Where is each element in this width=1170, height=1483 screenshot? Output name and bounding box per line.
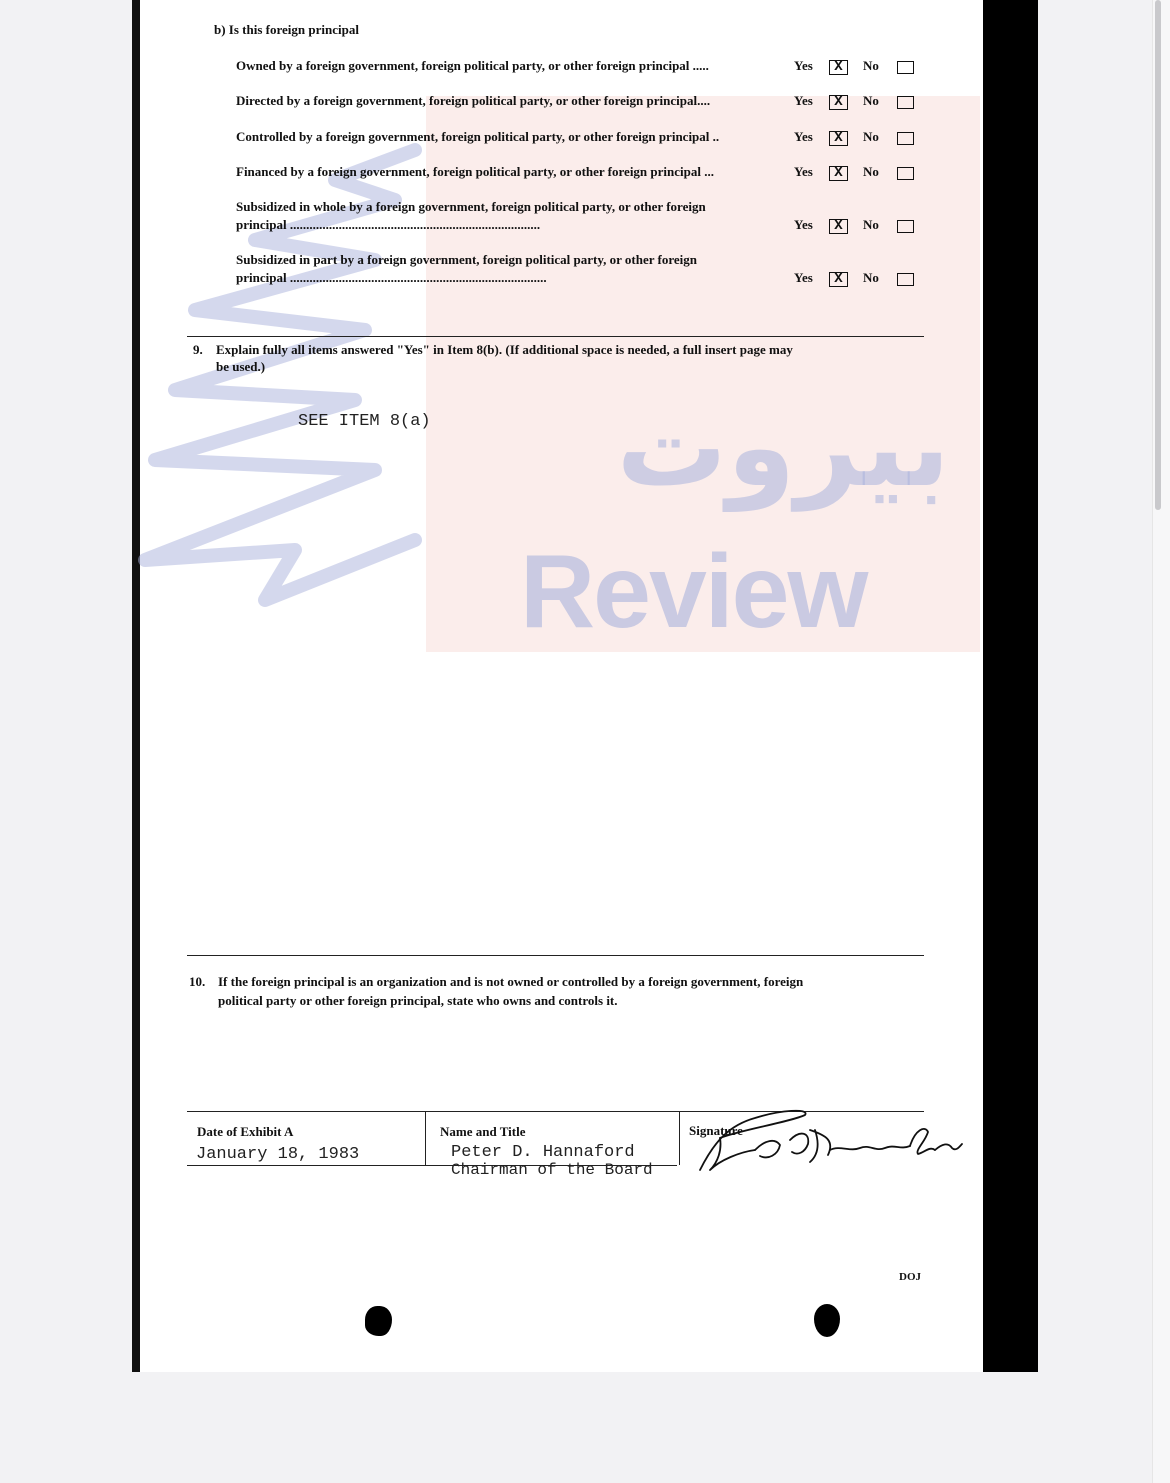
divider-9: [187, 336, 924, 337]
item-directed-yes: Yes: [794, 93, 813, 108]
watermark-latin: Review: [520, 534, 867, 650]
item-financed-yes: Yes: [794, 164, 813, 179]
item9-question-2: be used.): [216, 359, 266, 374]
item-directed-no: No: [863, 93, 879, 108]
item9-answer: SEE ITEM 8(a): [298, 412, 431, 431]
signature-label: Signature: [689, 1123, 743, 1138]
item9-number: 9.: [193, 342, 203, 357]
controlled-no-checkbox[interactable]: [897, 132, 914, 145]
item-financed-no: No: [863, 164, 879, 179]
subsidized-part-yes-checkbox[interactable]: X: [829, 272, 848, 287]
financed-no-checkbox[interactable]: [897, 167, 914, 180]
directed-yes-checkbox[interactable]: X: [829, 95, 848, 110]
item-subsidized-whole-text-2: principal .............................................................................: [236, 217, 541, 232]
doj-stamp: DOJ: [899, 1271, 921, 1283]
subsidized-whole-no-checkbox[interactable]: [897, 220, 914, 233]
scrollbar-thumb[interactable]: [1155, 0, 1161, 510]
subsidized-part-no-checkbox[interactable]: [897, 273, 914, 286]
item-controlled-yes: Yes: [794, 129, 813, 144]
item-subsidized-whole-text: Subsidized in whole by a foreign government, foreign political party, or other foreign: [236, 199, 706, 214]
name-title-label: Name and Title: [440, 1124, 526, 1139]
item9-question: Explain fully all items answered "Yes" in Item 8(b). (If additional space is needed, a full insert page may: [216, 342, 793, 357]
item-financed-text: Financed by a foreign government, foreign political party, or other foreign principal ...: [236, 164, 714, 179]
name-value: Peter D. Hannaford: [451, 1143, 635, 1162]
item-controlled-no: No: [863, 129, 879, 144]
item-subsidized-part-yes: Yes: [794, 270, 813, 285]
item10-question-2: political party or other foreign principal, state who owns and controls it.: [218, 993, 618, 1008]
item-subsidized-whole-no: No: [863, 217, 879, 232]
section-b-heading: b) Is this foreign principal: [214, 22, 359, 37]
scan-edge-right: [983, 0, 1038, 1372]
item-controlled-text: Controlled by a foreign government, foreign political party, or other foreign principal ..: [236, 129, 720, 144]
item-subsidized-part-no: No: [863, 270, 879, 285]
date-label: Date of Exhibit A: [197, 1124, 294, 1139]
date-value: January 18, 1983: [196, 1145, 360, 1164]
item-owned-no: No: [863, 58, 879, 73]
subsidized-whole-yes-checkbox[interactable]: X: [829, 219, 848, 234]
footer-divider-1: [425, 1111, 426, 1165]
item-subsidized-whole-yes: Yes: [794, 217, 813, 232]
title-value: Chairman of the Board: [451, 1161, 653, 1179]
ink-blot-left: [365, 1306, 392, 1336]
handwritten-signature-icon: [660, 1100, 965, 1180]
owned-no-checkbox[interactable]: [897, 61, 914, 74]
owned-yes-checkbox[interactable]: X: [829, 60, 848, 75]
item-subsidized-part-text: Subsidized in part by a foreign government, foreign political party, or other foreign: [236, 252, 698, 267]
item-owned-yes: Yes: [794, 58, 813, 73]
financed-yes-checkbox[interactable]: X: [829, 166, 848, 181]
item-directed-text: Directed by a foreign government, foreign political party, or other foreign principal....: [236, 93, 711, 108]
item-subsidized-part-text-2: principal ...............................................................................: [236, 270, 547, 285]
controlled-yes-checkbox[interactable]: X: [829, 131, 848, 146]
item10-number: 10.: [189, 974, 206, 989]
directed-no-checkbox[interactable]: [897, 96, 914, 109]
divider-10: [187, 955, 924, 956]
item-owned-text: Owned by a foreign government, foreign political party, or other foreign principal .....: [236, 58, 709, 73]
item10-question: If the foreign principal is an organization and is not owned or controlled by a foreign government, foreign: [218, 974, 804, 989]
watermark-arabic: بيروت: [616, 383, 950, 511]
